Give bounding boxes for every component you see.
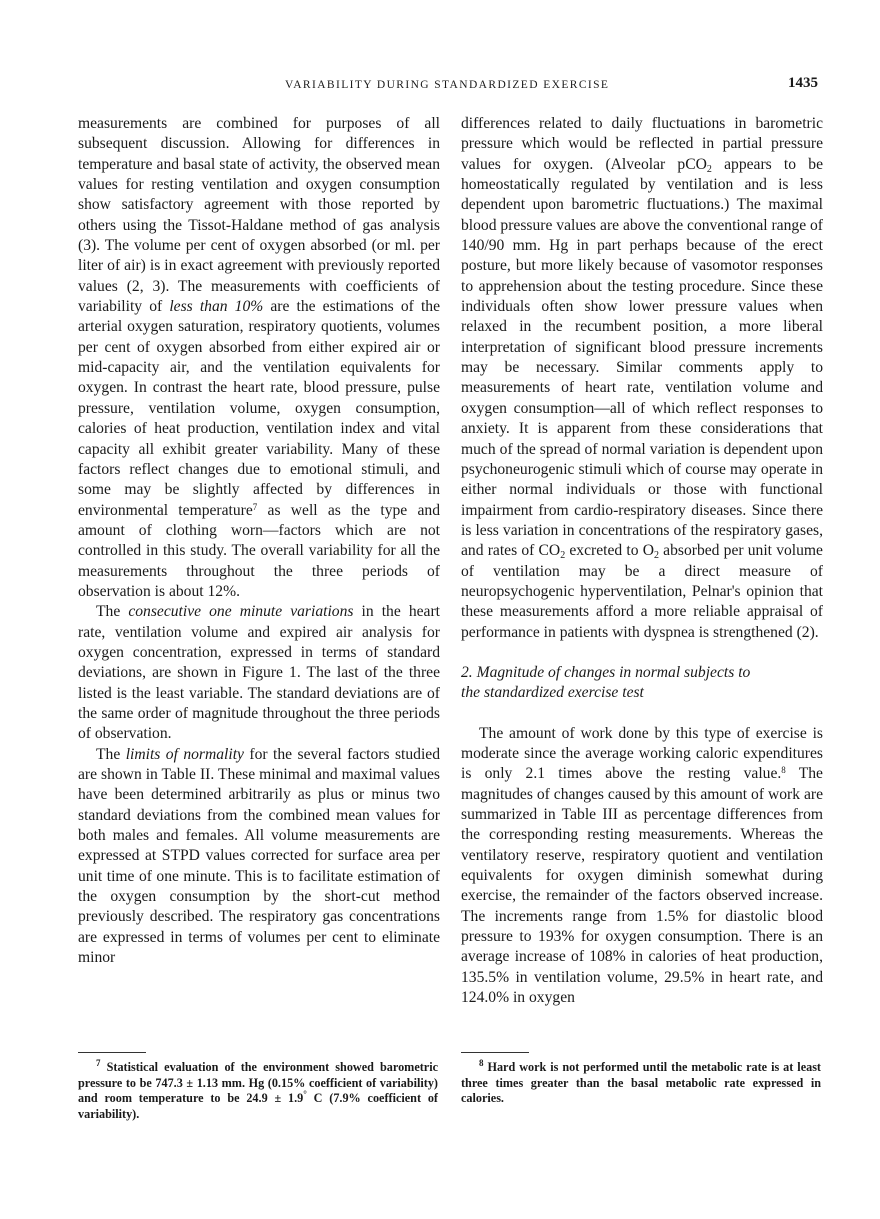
- footnote-divider-left: [78, 1052, 146, 1053]
- section-heading: 2. Magnitude of changes in normal subjects to the standardized exercise test: [461, 663, 751, 702]
- emphasis-limits-of-normality: limits of normality: [125, 745, 244, 763]
- paragraph-results-continued: measurements are combined for purposes of all subsequent discussion. Allowing for differences in temperature and basal state of activity, the observed mean values for resting ventilation and oxygen consumption show satisfactory agreement with those reported by others using the Tissot-Haldane method of gas analysis (3). The volume per cent of oxygen absorbed (or ml. per liter of air) is in exact agreement with previously reported values (2, 3). The measurements with coefficients of variability of less than 10% are the estimations of the arterial oxygen saturation, respiratory quotients, volumes per cent of oxygen absorbed from either expired air or mid-capacity air, and the ventilation equivalents for oxygen. In contrast the heart rate, blood pressure, pulse pressure, ventilation volume, oxygen consumption, calories of heat production, ventilation index and vital capacity all exhibit greater variability. Many of these factors reflect changes due to emotional stimuli, and some may be slightly affected by differences in environmental temperature$^7$ as well as the type and amount of clothing worn—factors which are not controlled in this study. The overall variability for all the measurements throughout the three periods of observation is about 12%.: [78, 115, 440, 600]
- paragraph-barometric-differences: differences related to daily fluctuations in barometric pressure which would be reflected in partial pressure values for oxygen. (Alveolar pCO$_2$ appears to be homeostatically regulated by ventilation and is less dependent upon barometric fluctuations.) The maximal blood pressure values are above the conventional range of 140/90 mm. Hg in part perhaps because of the erect posture, but more likely because of vasomotor responses to apprehension about the testing procedure. Since these individuals often show lower pressure values when relaxed in the recumbent position, a more liberal interpretation of significant blood pressure increments may be necessary. Similar comments apply to measurements of heart rate, ventilation volume and oxygen consumption—all of which reflect responses to anxiety. It is apparent from these considerations that much of the spread of normal variation is dependent upon psychoneurogenic stimuli which of course may operate in either normal individuals or those with functional impairment from cardio-respiratory diseases. Since there is less variation in concentrations of the respiratory gases, and rates of $CO_2$ excreted to $O_2$ absorbed per unit volume of ventilation may be a direct measure of neuropsychogenic hyperventilation, Pelnar's opinion that these measurements afford a more reliable appraisal of performance in patients with dyspnea is strengthened (2).: [461, 115, 823, 641]
- running-title: VARIABILITY DURING STANDARDIZED EXERCISE: [285, 79, 610, 91]
- paragraph-magnitude-of-changes: The amount of work done by this type of exercise is moderate since the average working caloric expenditures is only 2.1 times above the resting value.$^8$ The magnitudes of changes caused by this amount of work are summarized in Table III as percentage differences from the corresponding resting measurements. Whereas the ventilatory reserve, respiratory quotient and ventilation equivalents for oxygen diminish somewhat during exercise, the remainder of the factors observed increase. The increments range from 1.5% for diastolic blood pressure to 193% for oxygen consumption. There is an average increase of 108% in calories of heat production, 135.5% in ventilation volume, 29.5% in heart rate, and 124.0% in oxygen: [461, 724, 823, 1007]
- left-column: [78, 114, 440, 968]
- emphasis-less-than-10: less than 10%: [169, 298, 264, 316]
- page-number: 1435: [788, 75, 818, 91]
- paragraph-limits-of-normality: The limits of normality for the several factors studied are shown in Table II. These minimal and maximal values have been determined arbitrarily as plus or minus two standard deviations from the combined mean values for both males and females. All volume measurements are expressed at STPD values corrected for surface area per unit time of one minute. This is to facilitate estimation of the oxygen consumption by the short-cut method previously described. The respiratory gas concentrations are expressed in terms of volumes per cent to eliminate minor: [78, 745, 440, 967]
- page-header: [0, 75, 880, 97]
- paragraph-consecutive-variations: The consecutive one minute variations in the heart rate, ventilation volume and expired air analysis for oxygen concentration, expressed in terms of standard deviations, are shown in Figure 1. The last of the three listed is the least variable. The standard deviations are of the same order of magnitude throughout the three periods of observation.: [78, 603, 440, 743]
- footnote-8: $^8$ Hard work is not performed until the metabolic rate is at least three times greater than the basal metabolic rate expressed in calories.: [461, 1058, 821, 1106]
- footnote-divider-right: [461, 1052, 529, 1053]
- right-column: [461, 114, 823, 1008]
- footnote-ref-8: 8: [781, 765, 786, 776]
- footnote-7: $^7$ Statistical evaluation of the environment showed barometric pressure to be 747.3 ± 1.13 mm. Hg (0.15% coefficient of variability) and room temperature to be 24.9 ± 1.9° C (7.9% coefficient of variability).: [78, 1058, 438, 1121]
- footnote-ref-7: 7: [252, 501, 258, 512]
- emphasis-consecutive-variations: consecutive one minute variations: [128, 603, 354, 621]
